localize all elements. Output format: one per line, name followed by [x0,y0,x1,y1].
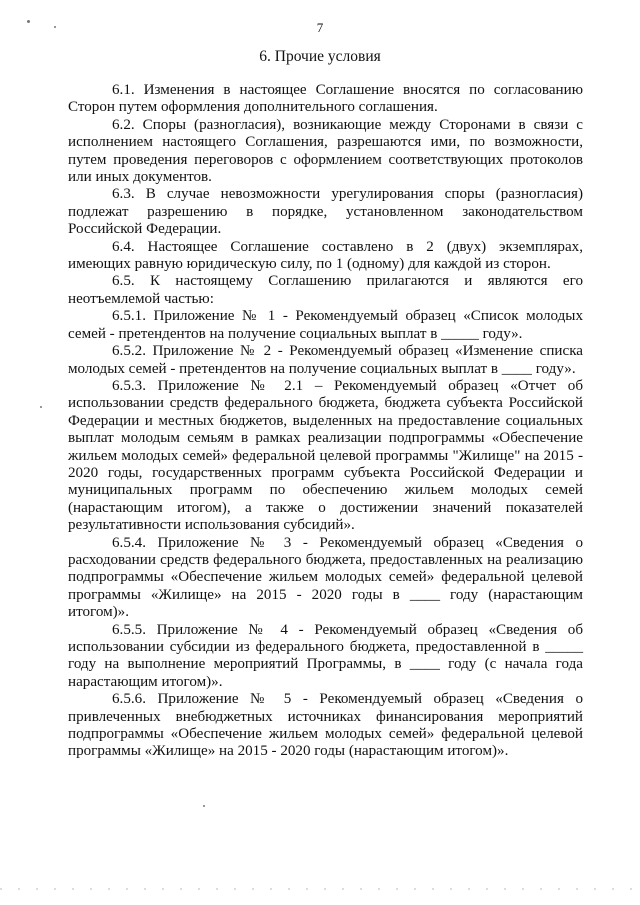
clause-6-5-5: 6.5.5. Приложение № 4 - Рекомендуемый образец «Сведения об использовании субсидии из федерального бюджета, предоставленной в _____ году на выполнение мероприятий Программы, в ____ году (с начала года нарастающим итогом)». [68,621,583,690]
clause-6-4: 6.4. Настоящее Соглашение составлено в 2 (двух) экземплярах, имеющих равную юридическую силу, по 1 (одному) для каждой из сторон. [68,238,583,273]
scan-speck [203,805,205,807]
clause-6-5-2: 6.5.2. Приложение № 2 - Рекомендуемый образец «Изменение списка молодых семей - претендентов на получение социальных выплат в ____ году». [68,343,583,377]
scan-speck [27,20,30,23]
document-body [68,82,583,761]
clause-6-5-1: 6.5.1. Приложение № 1 - Рекомендуемый образец «Список молодых семей - претендентов на получение социальных выплат в _____ году». [68,308,583,342]
page-number: 7 [316,20,324,35]
section-title: 6. Прочие условия [259,48,381,65]
scan-edge-noise [0,888,640,890]
clause-6-5-4: 6.5.4. Приложение № 3 - Рекомендуемый образец «Сведения о расходовании средств федерального бюджета, предоставленных на реализацию подпрограммы «Обеспечение жильем молодых семей» федеральной целевой программы «Жилище» на 2015 - 2020 годы в ____ году (нарастающим итогом)». [68,534,583,621]
clause-6-5-6: 6.5.6. Приложение № 5 - Рекомендуемый образец «Сведения о привлеченных внебюджетных источниках финансирования мероприятий подпрограммы «Обеспечение жильем молодых семей» федеральной целевой программы «Жилище» на 2015 - 2020 годы (нарастающим итогом)». [68,691,583,760]
scan-speck [40,406,42,408]
clause-6-5: 6.5. К настоящему Соглашению прилагаются и являются его неотъемлемой частью: [68,273,583,307]
clause-6-3: 6.3. В случае невозможности урегулирования споры (разногласия) подлежат разрешению в порядке, установленном законодательством Российской Федерации. [68,186,583,238]
clause-6-1: 6.1. Изменения в настоящее Соглашение вносятся по согласованию Сторон путем оформления дополнительного соглашения. [68,82,583,116]
clause-6-2: 6.2. Споры (разногласия), возникающие между Сторонами в связи с исполнением настоящего Соглашения, разрешаются ими, по возможности, путем проведения переговоров с оформлением соответствующих протоколов или иных документов. [68,116,583,186]
scan-speck [54,26,56,28]
clause-6-5-3: 6.5.3. Приложение № 2.1 – Рекомендуемый образец «Отчет об использовании средств федерального бюджета, бюджета субъекта Российской Федерации и местных бюджетов, выделенных на предоставление социальных выплат молодым семьям в рамках реализации подпрограммы «Обеспечение жильем молодых семей» федеральной целевой программы "Жилище" на 2015 - 2020 годы, государственных программ субъекта Российской Федерации и муниципальных программ по обеспечению жильем молодых семей (нарастающим итогом), а также о достижении значений показателей результативности использования субсидий». [68,377,583,534]
